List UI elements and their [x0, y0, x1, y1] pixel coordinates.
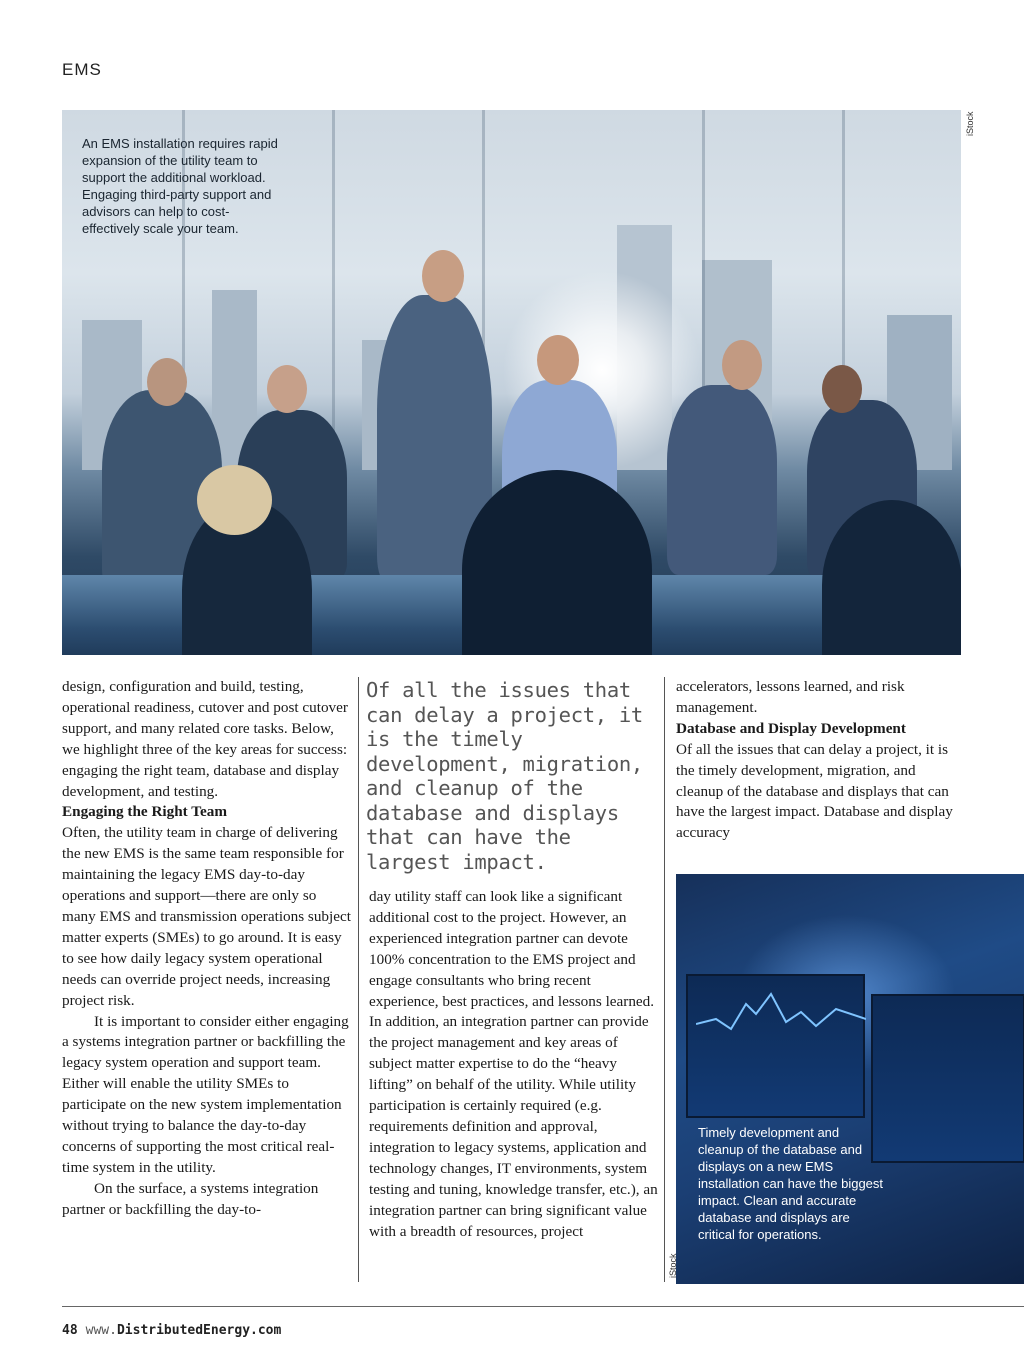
col2-paragraph: day utility staff can look like a significant additional cost to the project. However, an experienced integration partner can devote 100% concentration to the EMS project and engage consultants who bring recent experience, best practices, and lessons learned. In addition, an integration partner can provide the project management and key areas of subject matter expertise to do the “heavy lifting” on behalf of the utility. While utility participation is certainly required (e.g. requirements definition and approval, integration to legacy systems, application and technology changes, IT environments, system testing and tuning, knowledge transfer, etc.), an integration partner can bring significant value with a breadth of resources, project	[369, 888, 658, 1240]
page-number: 48	[62, 1323, 78, 1338]
col3-paragraph: Of all the issues that can delay a project, it is the timely development, migration, and cleanup of the database and displays that can have the largest impact. Database and display accuracy	[676, 740, 953, 842]
hero-photo	[62, 110, 961, 655]
article-column-3	[676, 677, 966, 844]
col1-paragraph: On the surface, a systems integration partner or backfilling the day-to-	[62, 1179, 319, 1218]
footer-rule	[62, 1306, 1024, 1307]
article-column-2	[369, 887, 659, 1242]
chart-line-graphic	[696, 984, 866, 1044]
hero-photo-credit: iStock	[965, 111, 975, 136]
footer-url: DistributedEnergy.com	[116, 1323, 282, 1338]
hero-caption: An EMS installation requires rapid expansion of the utility team to support the additional workload. Engaging third-party support and advisors can help to cost-effectively scale your team.	[82, 136, 278, 236]
col1-paragraph: design, configuration and build, testing, operational readiness, cutover and post cutover support, and many related core tasks. Below, we highlight three of the key areas for success: engaging the right team, database and display development, and testing.	[62, 678, 348, 800]
subhead-engaging-the-right-team: Engaging the Right Team	[62, 803, 227, 821]
subhead-database-and-display-development: Database and Display Development	[676, 719, 906, 737]
section-label: EMS	[62, 60, 102, 79]
pull-quote: Of all the issues that can delay a project, it is the timely development, migration, and cleanup of the database and displays that can have the largest impact.	[366, 678, 643, 874]
column-divider	[358, 677, 359, 1282]
article-column-1	[62, 677, 352, 1221]
control-room-caption: Timely development and cleanup of the database and displays on a new EMS installation can have the biggest impact. Clean and accurate database and displays are critical for operations.	[698, 1125, 884, 1242]
col3-paragraph: accelerators, lessons learned, and risk management.	[676, 678, 905, 716]
control-room-photo-credit: iStock	[668, 1253, 678, 1278]
col1-paragraph: It is important to consider either engaging a systems integration partner or backfilling the legacy system operation and support team. Either will enable the utility SMEs to participate on the new system implementation without trying to balance the day-to-day concerns of supporting the most critical real-time system in the utility.	[62, 1012, 349, 1176]
page-footer	[62, 1323, 281, 1338]
control-room-photo	[676, 874, 1024, 1284]
column-divider	[664, 677, 665, 1282]
footer-url-prefix: www.	[85, 1323, 117, 1338]
col1-paragraph: Often, the utility team in charge of delivering the new EMS is the same team responsible for maintaining the legacy EMS day-to-day operations and support—there are only so many EMS and transmission operations subject matter experts (SMEs) to go around. It is easy to see how daily legacy system operational needs can override project needs, increasing project risk.	[62, 824, 351, 1009]
